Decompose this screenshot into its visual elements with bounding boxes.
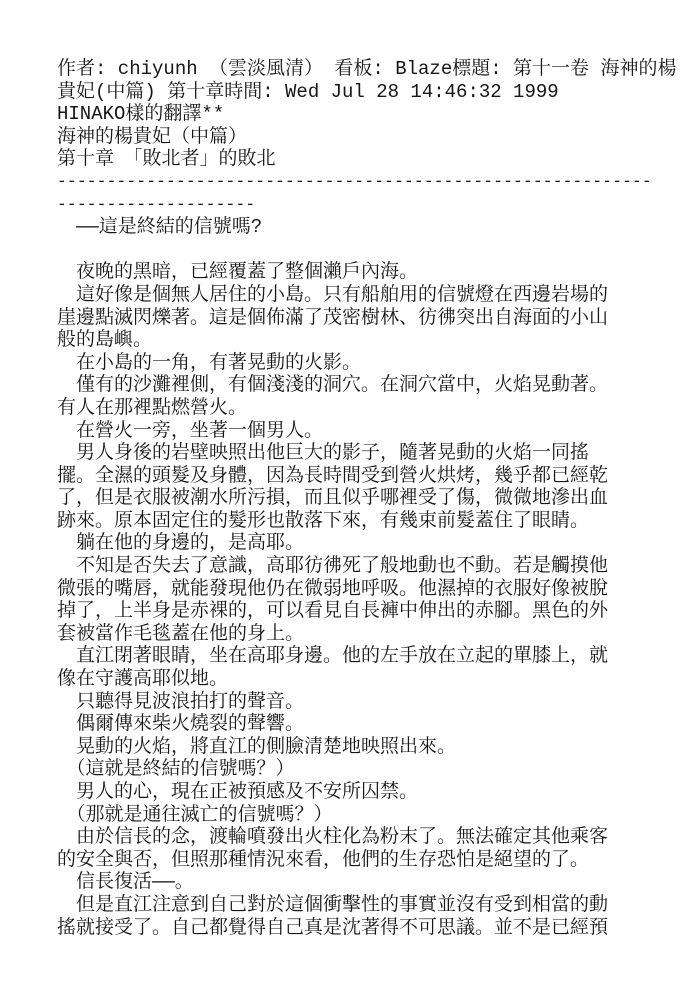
- body-line: 僅有的沙灘裡側，有個淺淺的洞穴。在洞穴當中，火焰晃動著。: [57, 374, 609, 397]
- body-line: 但是直江注意到自己對於這個衝擊性的事實並沒有受到相當的動: [57, 893, 609, 916]
- body-line: 像在守護高耶似地。: [57, 668, 229, 691]
- body-line: 夜晚的黑暗，已經覆蓋了整個瀨戶內海。: [57, 261, 419, 284]
- body-line: 在小島的一角，有著晃動的火影。: [57, 351, 362, 374]
- header-line: 作者: chiyunh （雲淡風清） 看板: Blaze標題: 第十一卷 海神的楊: [57, 58, 677, 80]
- body-line: 男人身後的岩壁映照出他巨大的影子，隨著晃動的火焰一同搖: [57, 442, 590, 465]
- body-line: （那就是通往滅亡的信號嗎？）: [57, 803, 333, 826]
- body-line: ——這是終結的信號嗎?: [57, 216, 263, 239]
- body-line: 在營火一旁，坐著一個男人。: [57, 419, 324, 442]
- body-line: 崖邊點滅閃爍著。這是個佈滿了茂密樹林、彷彿突出自海面的小山: [57, 306, 609, 329]
- body-line: 般的島嶼。: [57, 329, 153, 352]
- header-line: 第十章 「敗北者」的敗北: [57, 148, 276, 171]
- header-line: 貴妃(中篇) 第十章時間: Wed Jul 28 14:46:32 1999: [57, 80, 559, 103]
- body-line: （這就是終結的信號嗎？）: [57, 758, 295, 781]
- body-line: 套被當作毛毯蓋在他的身上。: [57, 622, 305, 645]
- body-line: 男人的心，現在正被預感及不安所囚禁。: [57, 781, 419, 803]
- body-line: 擺。全濕的頭髮及身體，因為長時間受到營火烘烤，幾乎都已經乾: [57, 464, 609, 487]
- body-line: 只聽得見波浪拍打的聲音。: [57, 690, 305, 713]
- separator-line: --------------------: [57, 195, 256, 214]
- body-line: 了，但是衣服被潮水所污損，而且似乎哪裡受了傷，微微地滲出血: [57, 487, 609, 510]
- body-line: 有人在那裡點燃營火。: [57, 396, 248, 419]
- body-line: 由於信長的念，渡輪噴發出火柱化為粉末了。無法確定其他乘客: [57, 826, 609, 849]
- body-line: 跡來。原本固定住的髮形也散落下來，有幾束前髮蓋住了眼睛。: [57, 509, 590, 532]
- body-line: 搖就接受了。自己都覺得自己真是沈著得不可思議。並不是已經預: [57, 916, 609, 939]
- body-line: [57, 239, 692, 262]
- body-line: 信長復活——。: [57, 871, 194, 894]
- body-line: 偶爾傳來柴火燒裂的聲響。: [57, 713, 305, 736]
- body-line: 的安全與否，但照那種情況來看，他們的生存恐怕是絕望的了。: [57, 848, 590, 871]
- body-line: 這好像是個無人居住的小島。只有船舶用的信號燈在西邊岩場的: [57, 283, 609, 306]
- body-line: 晃動的火焰，將直江的側臉清楚地映照出來。: [57, 735, 457, 758]
- body-line: 躺在他的身邊的，是高耶。: [57, 532, 305, 555]
- body-line: 微張的嘴唇，就能發現他仍在微弱地呼吸。他濕掉的衣服好像被脫: [57, 577, 609, 600]
- body-line: 直江閉著眼睛，坐在高耶身邊。他的左手放在立起的單膝上，就: [57, 645, 609, 668]
- body-line: 不知是否失去了意識，高耶彷彿死了般地動也不動。若是觸摸他: [57, 555, 609, 578]
- header-line: HINAKO樣的翻譯**: [57, 103, 225, 126]
- body-line: 掉了，上半身是赤裸的，可以看見自長褲中伸出的赤腳。黑色的外: [57, 600, 609, 623]
- separator-line: ------------------------------------------------------------: [57, 172, 652, 191]
- header-line: 海神的楊貴妃（中篇）: [57, 125, 248, 148]
